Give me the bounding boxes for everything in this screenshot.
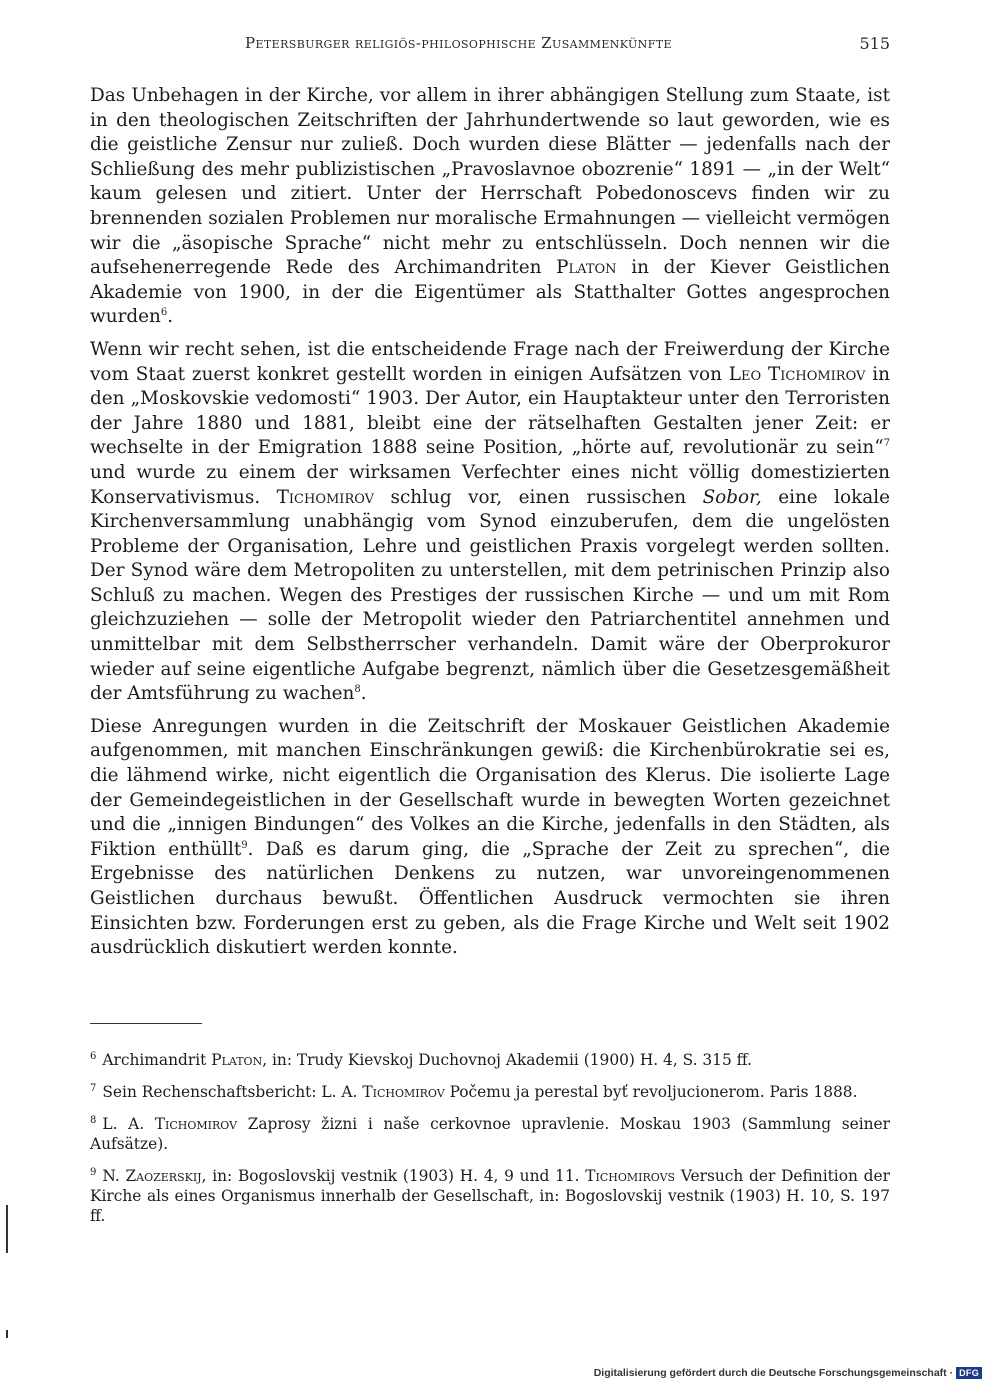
person-name: Zaozerskij [125,1167,202,1185]
page-number: 515 [859,34,890,53]
text-run: Versuch der Definition der Kirche als eines Organismus innerhalb der Gesellschaft, in: Bogoslovskij vestnik (1903) H. 10, S. 197 ff. [90,1167,890,1225]
paragraph-3 [90,715,890,961]
text-run: , in: Trudy Kievskoj Duchovnoj Akademii (1900) H. 4, S. 315 ff. [262,1051,752,1069]
text-run: und wurde zu einem der wirksamen Verfechter eines nicht völlig domestizierten Konservativismus. [90,461,890,508]
person-name: Leo Tichomirov [728,363,866,385]
text-run: eine lokale Kirchenversammlung unabhängig vom Synod einzuberufen, dem die ungelösten Probleme der Organisation, Lehre und geistlichen Praxis vorgelegt werden sollten. Der Synod wäre dem Metropoliten zu unterstellen, mit dem petrinischen Prinzip also Schluß zu machen. Wegen des Prestiges der russischen Kirche — und um mit Rom gleichzuziehen — solle der Metropolit wieder den Patriarchentitel annehmen und unmittelbar mit dem Selbstherrscher verhandeln. Damit wäre der Oberprokuror wieder auf seine eigentliche Aufgabe begrenzt, nämlich über die Gesetzesgemäßheit der Amtsführung zu wachen [90,486,890,705]
page-header [90,34,890,58]
footnote-reference[interactable]: 8 [354,684,361,696]
text-run: . [167,306,174,328]
text-run: Sein Rechenschaftsbericht: L. A. [102,1083,358,1101]
footnote-number: 7 [90,1083,97,1094]
footnotes [90,1050,890,1238]
footnote-number: 8 [90,1115,97,1126]
text-run: Počemu ja perestal byť revoljucionerom. Paris 1888. [449,1083,858,1101]
paragraph-1 [90,84,890,330]
footnote-number: 9 [90,1167,97,1178]
footnote-reference[interactable]: 6 [160,307,168,319]
person-name: Tichomirov [362,1083,445,1101]
text-run: . [360,683,367,705]
text-run: Diese Anregungen wurden in die Zeitschrift der Moskauer Geistlichen Akademie aufgenommen, mit manchen Einschränkungen gewiß: die Kirchenbürokratie sei es, die lähmend wirke, nicht eigentlich die Organisation des Klerus. Die isolierte Lage der Gemeindegeistlichen in der Gesellschaft wurde in bewegten Worten gezeichnet und die „innigen Bindungen“ des Volkes an die Kirche, jedenfalls in den Städten, als Fiktion enthüllt [90,715,890,860]
scan-artifact-line [6,1205,8,1253]
text-run: L. A. [102,1115,145,1133]
scan-artifact-line [6,1330,8,1338]
person-name: Tichomirov [154,1115,238,1133]
footnote-reference[interactable]: 7 [883,438,890,450]
digitization-credit [594,1366,982,1380]
footnote-7 [90,1082,890,1102]
text-run: Wenn wir recht sehen, ist die entscheidende Frage nach der Freiwerdung der Kirche vom Staat zuerst konkret gestellt worden in einigen Aufsätzen von [90,338,890,385]
text-run: in der Kiever Geistlichen Akademie von 1900, in der die Eigentümer als Statthalter Gottes angesprochen wurden [90,257,890,328]
text-run: Das Unbehagen in der Kirche, vor allem in ihrer abhängigen Stellung zum Staate, ist in den theologischen Zeitschriften der Jahrhundertwende so laut geworden, wie es die geistliche Zensur nur zuließ. Doch wurden diese Blätter — jedenfalls nach der Schließung des mehr publizistischen „Pravoslavnoe obozrenie“ 1891 — „in der Welt“ kaum gelesen und zitiert. Unter der Herrschaft Pobedonoscevs finden wir zu brennenden sozialen Problemen nur moralische Ermahnungen — vielleicht vermögen wir die „äsopische Sprache“ nicht mehr zu entschlüsseln. Doch nennen wir die aufsehenerregende Rede des Archimandriten [90,85,890,279]
footnote-6 [90,1050,890,1070]
text-run: Zaprosy žizni i naše cerkovnoe upravlenie. Moskau 1903 (Sammlung seiner Aufsätze). [90,1115,890,1153]
body-text [90,84,890,969]
footnote-separator [90,1023,202,1024]
dfg-logo: DFG [956,1367,982,1379]
person-name: Platon [556,257,617,279]
text-run: Archimandrit [102,1051,207,1069]
text-run: N. [102,1167,120,1185]
italic-term: Sobor, [702,486,762,508]
person-name: Platon [211,1051,263,1069]
text-run: . Daß es darum ging, die „Sprache der Zeit zu sprechen“, die Ergebnisse des natürlichen Denkens zu nutzen, war unvoreingenommenen Geistlichen durchaus bewußt. Öffentlichen Ausdruck vermochten sie ihren Einsichten bzw. Forderungen erst zu geben, als die Frage Kirche und Welt seit 1902 ausdrücklich diskutiert werden konnte. [90,838,890,959]
text-run: , in: Bogoslovskij vestnik (1903) H. 4, 9 und 11. [201,1167,580,1185]
footnote-9 [90,1166,890,1226]
paragraph-2 [90,338,890,707]
digitization-credit-text: Digitalisierung gefördert durch die Deutsche Forschungsgemeinschaft · [593,1367,954,1379]
footnote-reference[interactable]: 9 [241,839,248,851]
text-run: in den „Moskovskie vedomosti“ 1903. Der Autor, ein Hauptakteur unter den Terroristen der Jahre 1880 und 1881, bleibt eine der rätselhaften Gestalten jener Zeit: er wechselte in der Emigration 1888 seine Position, „hörte auf, revolutionär zu sein“ [90,363,890,459]
person-name: Tichomirov [276,486,375,508]
running-title: Petersburger religiös-philosophische Zusammenkünfte [245,34,672,52]
footnote-8 [90,1114,890,1154]
text-run: schlug vor, einen russischen [390,486,687,508]
person-name: Tichomirovs [585,1167,676,1185]
footnote-number: 6 [90,1051,97,1062]
